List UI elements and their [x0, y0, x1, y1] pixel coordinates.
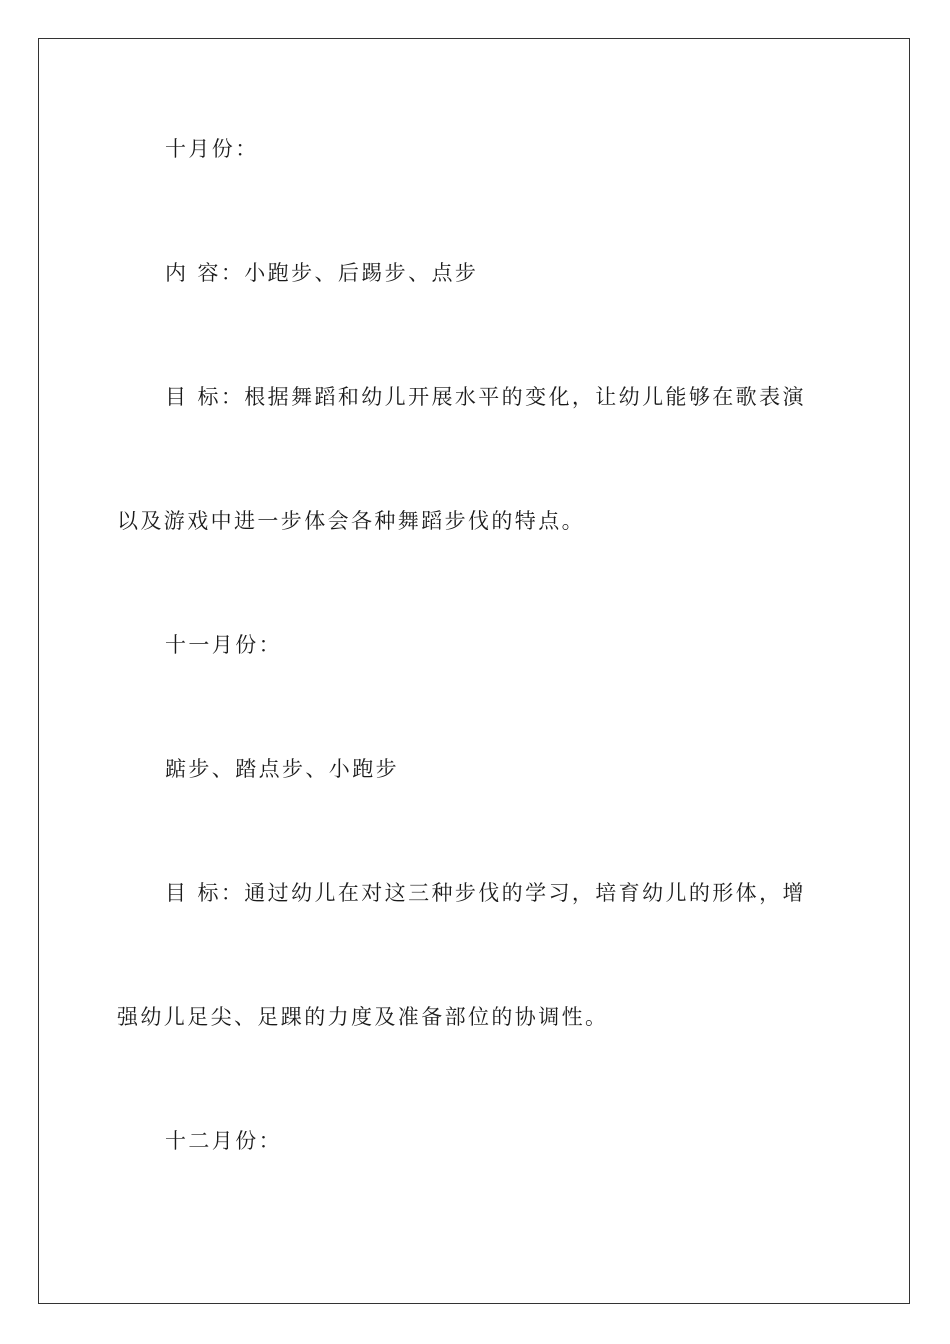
- november-goal-continued: 强幼儿足尖、足踝的力度及准备部位的协调性。: [117, 1005, 609, 1029]
- november-heading: 十一月份：: [165, 633, 282, 657]
- october-content: 内 容：小跑步、后踢步、点步: [165, 261, 479, 285]
- november-goal: 目 标：通过幼儿在对这三种步伐的学习，培育幼儿的形体，增: [165, 881, 806, 905]
- page-border: [38, 38, 910, 1304]
- october-goal: 目 标：根据舞蹈和幼儿开展水平的变化，让幼儿能够在歌表演: [165, 385, 806, 409]
- november-content: 踮步、踏点步、小跑步: [165, 757, 399, 781]
- december-heading: 十二月份：: [165, 1129, 282, 1153]
- october-goal-continued: 以及游戏中进一步体会各种舞蹈步伐的特点。: [117, 509, 585, 533]
- october-heading: 十月份：: [165, 137, 259, 161]
